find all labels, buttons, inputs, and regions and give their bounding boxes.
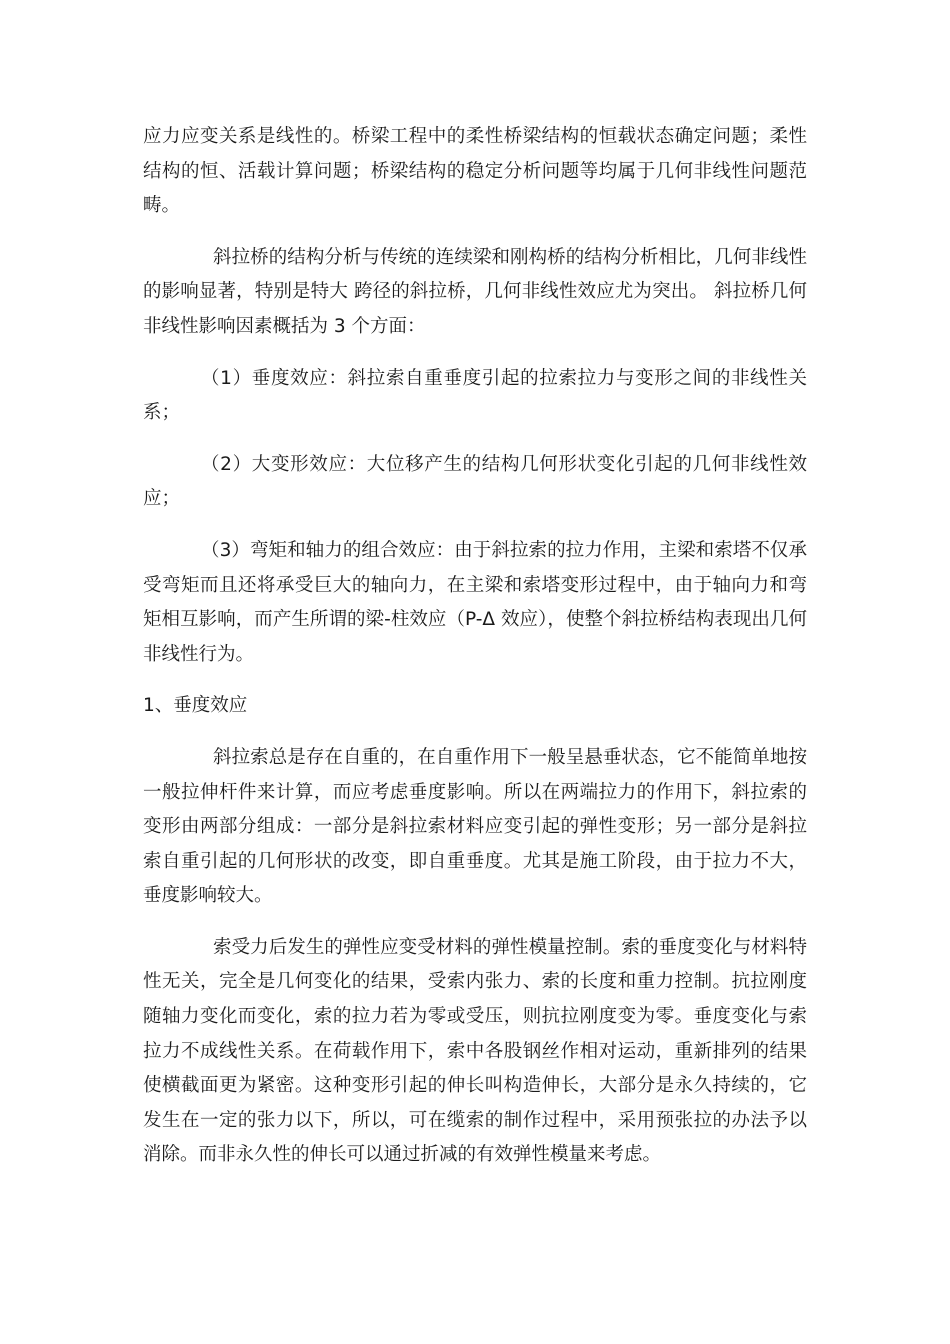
list-item-combined-effect: （3）弯矩和轴力的组合效应：由于斜拉索的拉力作用，主梁和索塔不仅承受弯矩而且还将承受巨大的轴向力，在主梁和索塔变形过程中，由于轴向力和弯矩相互影响，而产生所谓的梁-柱效应（P-Δ 效应），使整个斜拉桥结构表现出几何非线性行为。 [143,539,807,665]
list-item-sag-effect: （1）垂度效应：斜拉索自重垂度引起的拉索拉力与变形之间的非线性关系； [143,367,807,424]
paragraph-elastic-strain: 索受力后发生的弹性应变受材料的弹性模量控制。索的垂度变化与材料特性无关，完全是几何变化的结果，受索内张力、索的长度和重力控制。抗拉刚度随轴力变化而变化，索的拉力若为零或受压，则抗拉刚度变为零。垂度变化与索拉力不成线性关系。在荷载作用下，索中各股钢丝作相对运动，重新排列的结果使横截面更为紧密。这种变形引起的伸长叫构造伸长，大部分是永久持续的，它发生在一定的张力以下，所以，可在缆索的制作过程中，采用预张拉的办法予以消除。而非永久性的伸长可以通过折减的有效弹性模量来考虑。 [143,936,807,1166]
paragraph-continuation: 应力应变关系是线性的。桥梁工程中的柔性桥梁结构的恒载状态确定问题；柔性结构的恒、活载计算问题；桥梁结构的稳定分析问题等均属于几何非线性问题范畴。 [143,126,807,217]
paragraph-intro: 斜拉桥的结构分析与传统的连续梁和刚构桥的结构分析相比，几何非线性的影响显著，特别是特大 跨径的斜拉桥，几何非线性效应尤为突出。 斜拉桥几何非线性影响因素概括为 3 个方面： [143,246,807,337]
list-item-large-deformation: （2）大变形效应：大位移产生的结构几何形状变化引起的几何非线性效应； [143,453,807,510]
section-heading: 1、垂度效应 [143,695,248,717]
document-body [143,120,807,1190]
paragraph-sag-description: 斜拉索总是存在自重的，在自重作用下一般呈悬垂状态，它不能简单地按一般拉伸杆件来计算，而应考虑垂度影响。所以在两端拉力的作用下，斜拉索的变形由两部分组成：一部分是斜拉索材料应变引起的弹性变形；另一部分是斜拉索自重引起的几何形状的改变，即自重垂度。尤其是施工阶段，由于拉力不大，垂度影响较大。 [143,746,807,907]
